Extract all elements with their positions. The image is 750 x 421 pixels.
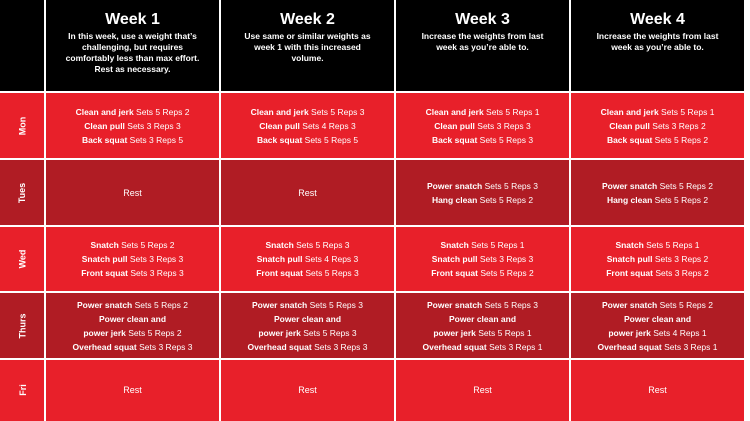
sets-reps: Sets 3 Reps 3 [311,341,368,352]
week-description: Use same or similar weights as week 1 with this increased volume. [244,31,371,63]
exercise-name: Clean and jerk [75,106,134,117]
exercise-line [247,340,367,354]
week-description: Increase the weights from last week as you’re able to. [596,31,719,52]
sets-reps: Sets 5 Reps 3 [308,106,365,117]
exercise-line [433,326,531,340]
rest-text: Rest [123,385,142,395]
schedule-cell [45,159,220,226]
schedule-cell [220,159,395,226]
exercise-name: Overhead squat [72,341,137,352]
sets-reps: Sets 5 Reps 2 [132,299,189,310]
sets-reps: Sets 3 Reps 2 [652,268,709,278]
exercise-line [99,312,166,326]
sets-reps: Sets 3 Reps 3 [136,341,193,352]
sets-reps: Sets 3 Reps 3 [477,254,534,264]
exercise-name: power jerk [433,327,476,338]
grid-divider [0,158,750,160]
sets-reps: Sets 5 Reps 3 [482,180,539,191]
schedule-cell [395,92,570,159]
sets-reps: Sets 5 Reps 2 [125,327,182,338]
grid-divider [0,91,750,93]
sets-reps: Sets 4 Reps 1 [650,327,707,338]
exercise-line [258,326,356,340]
sets-reps: Sets 5 Reps 3 [300,327,357,338]
exercise-line [72,340,192,354]
rest-label [123,186,142,200]
sets-reps: Sets 5 Reps 1 [468,240,525,250]
exercise-name: Power snatch [76,299,133,310]
exercise-name: Clean and jerk [600,106,659,117]
exercise-name: Overhead squat [597,341,662,352]
day-label-text: Mon [17,116,28,135]
sets-reps: Sets 5 Reps 2 [477,268,534,278]
exercise-line [77,298,188,312]
grid-divider [0,358,750,360]
schedule-cell [220,292,395,359]
exercise-line [427,179,538,193]
exercise-line [432,193,533,207]
sets-reps: Sets 5 Reps 3 [293,240,350,250]
day-label-text: Thurs [17,312,28,339]
day-label-mon [0,92,45,159]
week-title: Week 3 [455,11,510,28]
exercise-name: Back squat [606,134,653,145]
week-title: Week 4 [630,11,685,28]
sets-reps: Sets 4 Reps 3 [299,120,356,131]
exercise-line [82,252,184,266]
week-4-header [570,0,745,92]
sets-reps: Sets 5 Reps 3 [302,268,359,278]
rest-text: Rest [298,187,317,198]
exercise-line [615,238,699,252]
sets-reps: Sets 3 Reps 3 [127,268,184,278]
exercise-name: Clean pull [259,120,300,131]
rest-label [298,383,317,397]
exercise-name: power jerk [83,327,126,338]
rest-text: Rest [473,385,492,395]
day-label-thurs [0,292,45,359]
schedule-cell [220,359,395,421]
week-2-header [220,0,395,92]
exercise-line [434,119,530,133]
rest-text: Rest [123,187,142,198]
schedule-cell [395,226,570,292]
exercise-name: Clean pull [84,120,125,131]
rest-label [123,383,142,397]
exercise-name: Hang clean [606,194,653,205]
day-label-wed [0,226,45,292]
sets-reps: Sets 5 Reps 2 [133,106,190,117]
exercise-name: Power snatch [426,180,483,191]
exercise-name: Power snatch [601,180,658,191]
exercise-name: Snatch [265,240,294,250]
exercise-line [601,105,715,119]
rest-label [648,383,667,397]
day-label-text: Fri [17,384,28,396]
schedule-cell [570,359,745,421]
schedule-cell [570,92,745,159]
exercise-name: Snatch [440,240,469,250]
sets-reps: Sets 5 Reps 2 [652,134,709,145]
week-title: Week 2 [280,11,335,28]
week-1-header [45,0,220,92]
exercise-name: Hang clean [431,194,478,205]
sets-reps: Sets 3 Reps 2 [649,120,706,131]
exercise-name: Power snatch [426,299,483,310]
exercise-line [259,119,355,133]
exercise-line [427,298,538,312]
sets-reps: Sets 5 Reps 5 [302,134,359,145]
exercise-name: Clean pull [609,120,650,131]
exercise-line [449,312,516,326]
rest-text: Rest [648,385,667,395]
sets-reps: Sets 5 Reps 1 [475,327,532,338]
exercise-name: Snatch pull [606,254,653,264]
exercise-name: Back squat [256,134,303,145]
exercise-name: Power clean and [273,313,342,324]
exercise-name: Front squat [256,268,303,278]
exercise-line [607,133,708,147]
sets-reps: Sets 5 Reps 3 [307,299,364,310]
exercise-line [432,133,533,147]
exercise-name: Power snatch [601,299,658,310]
exercise-name: Front squat [431,268,478,278]
sets-reps: Sets 5 Reps 2 [118,240,175,250]
schedule-cell [395,159,570,226]
sets-reps: Sets 3 Reps 3 [474,120,531,131]
rest-label [298,186,317,200]
sets-reps: Sets 5 Reps 2 [657,299,714,310]
week-description: Increase the weights from last week as you’re able to. [421,31,544,52]
exercise-line [432,252,534,266]
schedule-cell [220,92,395,159]
sets-reps: Sets 3 Reps 5 [127,134,184,145]
exercise-line [256,266,359,280]
exercise-line [608,326,706,340]
sets-reps: Sets 5 Reps 1 [643,240,700,250]
grid-divider [0,291,750,293]
sets-reps: Sets 5 Reps 2 [657,180,714,191]
exercise-name: Back squat [431,134,478,145]
exercise-name: Power clean and [623,313,692,324]
exercise-line [609,119,705,133]
exercise-line [602,298,713,312]
exercise-name: Snatch pull [81,254,128,264]
exercise-line [82,133,183,147]
schedule-cell [220,226,395,292]
exercise-line [597,340,717,354]
exercise-name: Snatch pull [431,254,478,264]
exercise-line [84,119,180,133]
week-description: In this week, use a weight that’s challenging, but requires comfortably less than max effort. Rest as necessary. [65,31,200,74]
exercise-name: Front squat [606,268,653,278]
sets-reps: Sets 4 Reps 3 [302,254,359,264]
exercise-name: Overhead squat [247,341,312,352]
exercise-name: Front squat [81,268,128,278]
schedule-cell [570,159,745,226]
schedule-cell [395,292,570,359]
exercise-name: Clean pull [434,120,475,131]
sets-reps: Sets 3 Reps 3 [127,254,184,264]
exercise-line [606,266,709,280]
week-3-header [395,0,570,92]
corner-cell [0,0,45,92]
schedule-cell [45,292,220,359]
day-label-tues [0,159,45,226]
schedule-cell [45,92,220,159]
exercise-line [251,105,365,119]
rest-label [473,383,492,397]
exercise-line [76,105,190,119]
schedule-cell [395,359,570,421]
exercise-line [426,105,540,119]
exercise-name: Power clean and [448,313,517,324]
exercise-line [431,266,534,280]
exercise-name: Clean and jerk [250,106,309,117]
exercise-name: power jerk [258,327,301,338]
day-label-text: Wed [17,249,28,269]
sets-reps: Sets 5 Reps 3 [482,299,539,310]
schedule-cell [45,359,220,421]
exercise-name: Snatch [615,240,644,250]
exercise-name: Overhead squat [422,341,487,352]
sets-reps: Sets 5 Reps 3 [477,134,534,145]
schedule-cell [45,226,220,292]
sets-reps: Sets 5 Reps 2 [477,194,534,205]
exercise-line [422,340,542,354]
exercise-line [602,179,713,193]
sets-reps: Sets 3 Reps 3 [124,120,181,131]
exercise-line [607,252,709,266]
exercise-name: power jerk [608,327,651,338]
exercise-line [83,326,181,340]
exercise-name: Power clean and [98,313,167,324]
sets-reps: Sets 5 Reps 1 [483,106,540,117]
exercise-name: Back squat [81,134,128,145]
exercise-line [265,238,349,252]
sets-reps: Sets 5 Reps 2 [652,194,709,205]
exercise-name: Snatch pull [256,254,303,264]
exercise-line [624,312,691,326]
exercise-line [257,133,358,147]
exercise-name: Clean and jerk [425,106,484,117]
exercise-line [440,238,524,252]
week-title: Week 1 [105,11,160,28]
sets-reps: Sets 3 Reps 1 [486,341,543,352]
sets-reps: Sets 3 Reps 1 [661,341,718,352]
day-label-text: Tues [17,182,28,203]
exercise-line [257,252,359,266]
sets-reps: Sets 3 Reps 2 [652,254,709,264]
sets-reps: Sets 5 Reps 1 [658,106,715,117]
exercise-line [90,238,174,252]
schedule-cell [570,292,745,359]
exercise-name: Snatch [90,240,119,250]
exercise-name: Power snatch [251,299,308,310]
grid-divider [0,225,750,227]
rest-text: Rest [298,385,317,395]
exercise-line [607,193,708,207]
exercise-line [81,266,184,280]
exercise-line [274,312,341,326]
exercise-line [252,298,363,312]
day-label-fri [0,359,45,421]
schedule-cell [570,226,745,292]
